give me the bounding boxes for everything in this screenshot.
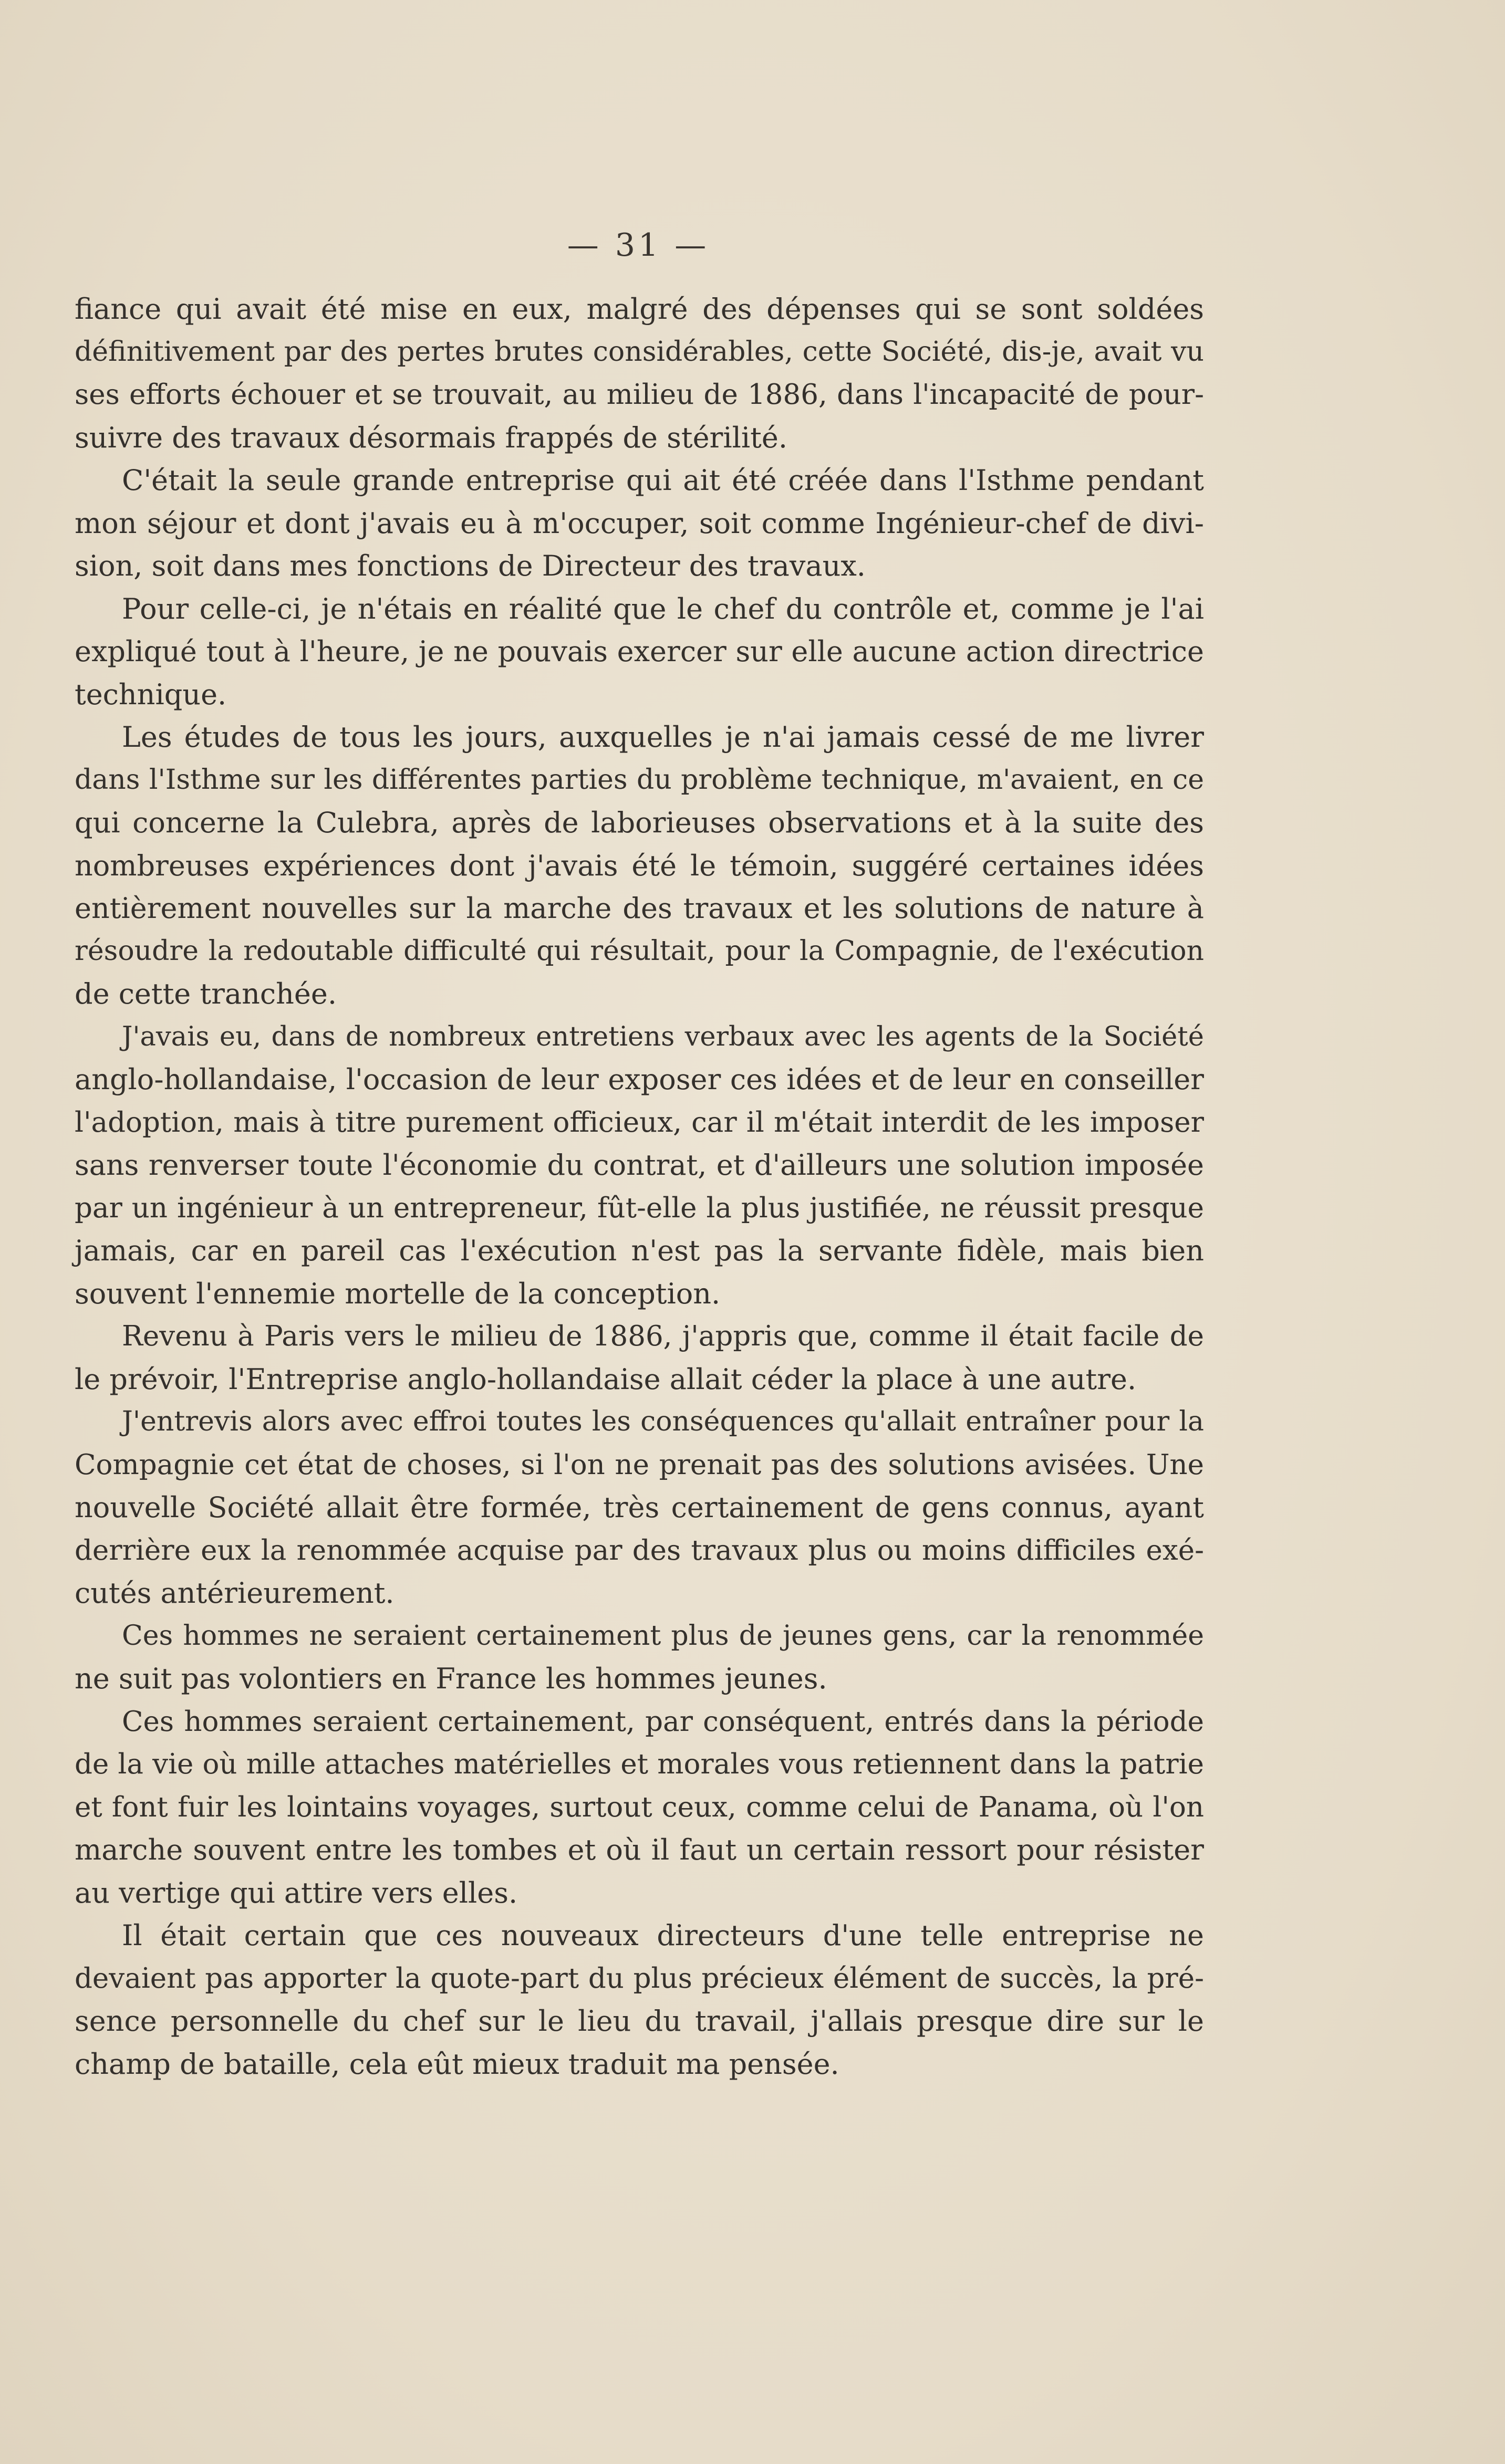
text-line: Ces hommes seraient certainement, par conséquent, entrés dans la période bbox=[122, 1705, 1204, 1738]
text-line: entièrement nouvelles sur la marche des travaux et les solutions de nature à bbox=[75, 892, 1204, 925]
body-text bbox=[75, 288, 1204, 2085]
text-line: sence personnelle du chef sur le lieu du travail, j'allais presque dire sur le bbox=[75, 2004, 1204, 2038]
text-line: derrière eux la renommée acquise par des travaux plus ou moins difficiles exé- bbox=[75, 1534, 1204, 1567]
text-line: au vertige qui attire vers elles. bbox=[75, 1876, 518, 1909]
page-number: — 31 — bbox=[567, 227, 710, 264]
text-line: cutés antérieurement. bbox=[75, 1576, 395, 1610]
text-line: nouvelle Société allait être formée, très certainement de gens connus, ayant bbox=[75, 1491, 1204, 1524]
text-line: devaient pas apporter la quote-part du plus précieux élément de succès, la pré- bbox=[75, 1962, 1204, 1995]
text-line: Les études de tous les jours, auxquelles je n'ai jamais cessé de me livrer bbox=[122, 721, 1204, 754]
text-line: et font fuir les lointains voyages, surtout ceux, comme celui de Panama, où l'on bbox=[75, 1791, 1204, 1823]
text-line: Il était certain que ces nouveaux directeurs d'une telle entreprise ne bbox=[122, 1919, 1204, 1952]
text-line: sion, soit dans mes fonctions de Directeur des travaux. bbox=[75, 549, 866, 582]
text-line: sans renverser toute l'économie du contrat, et d'ailleurs une solution imposée bbox=[75, 1149, 1204, 1182]
text-line: qui concerne la Culebra, après de laborieuses observations et à la suite des bbox=[75, 806, 1204, 839]
text-line: souvent l'ennemie mortelle de la conception. bbox=[75, 1277, 721, 1310]
text-line: de cette tranchée. bbox=[75, 977, 337, 1010]
text-line: suivre des travaux désormais frappés de stérilité. bbox=[75, 421, 787, 454]
text-line: technique. bbox=[75, 677, 227, 711]
text-line: anglo-hollandaise, l'occasion de leur exposer ces idées et de leur en conseiller bbox=[75, 1063, 1204, 1096]
text-line: J'avais eu, dans de nombreux entretiens verbaux avec les agents de la Société bbox=[122, 1021, 1204, 1052]
text-line: expliqué tout à l'heure, je ne pouvais exercer sur elle aucune action directrice bbox=[75, 635, 1204, 668]
text-line: Ces hommes ne seraient certainement plus de jeunes gens, car la renommée bbox=[122, 1620, 1204, 1652]
text-line: Compagnie cet état de choses, si l'on ne prenait pas des solutions avisées. Une bbox=[75, 1448, 1204, 1481]
text-line: marche souvent entre les tombes et où il faut un certain ressort pour résister bbox=[75, 1833, 1204, 1866]
text-line: dans l'Isthme sur les différentes parties du problème technique, m'avaient, en ce bbox=[75, 764, 1204, 796]
text-line: J'entrevis alors avec effroi toutes les conséquences qu'allait entraîner pour la bbox=[122, 1406, 1204, 1437]
text-line: résoudre la redoutable difficulté qui résultait, pour la Compagnie, de l'exécution bbox=[75, 935, 1204, 967]
text-line: fiance qui avait été mise en eux, malgré des dépenses qui se sont soldées bbox=[75, 293, 1204, 326]
text-line: jamais, car en pareil cas l'exécution n'est pas la servante fidèle, mais bien bbox=[75, 1234, 1204, 1267]
text-line: Revenu à Paris vers le milieu de 1886, j'appris que, comme il était facile de bbox=[122, 1320, 1204, 1352]
text-line: ses efforts échouer et se trouvait, au milieu de 1886, dans l'incapacité de pour- bbox=[75, 379, 1204, 411]
text-line: l'adoption, mais à titre purement officieux, car il m'était interdit de les imposer bbox=[75, 1106, 1204, 1139]
text-line: nombreuses expériences dont j'avais été le témoin, suggéré certaines idées bbox=[75, 849, 1204, 882]
text-line: champ de bataille, cela eût mieux traduit ma pensée. bbox=[75, 2047, 839, 2081]
text-line: définitivement par des pertes brutes considérables, cette Société, dis-je, avait vu bbox=[75, 336, 1204, 368]
text-line: C'était la seule grande entreprise qui ait été créée dans l'Isthme pendant bbox=[122, 464, 1204, 497]
text-line: mon séjour et dont j'avais eu à m'occuper, soit comme Ingénieur-chef de divi- bbox=[75, 506, 1204, 540]
text-line: par un ingénieur à un entrepreneur, fût-elle la plus justifiée, ne réussit presque bbox=[75, 1192, 1204, 1224]
text-line: ne suit pas volontiers en France les hommes jeunes. bbox=[75, 1662, 827, 1695]
text-line: le prévoir, l'Entreprise anglo-hollandaise allait céder la place à une autre. bbox=[75, 1362, 1137, 1396]
text-line: de la vie où mille attaches matérielles et morales vous retiennent dans la patrie bbox=[75, 1748, 1204, 1780]
text-line: Pour celle-ci, je n'étais en réalité que le chef du contrôle et, comme je l'ai bbox=[122, 592, 1204, 625]
